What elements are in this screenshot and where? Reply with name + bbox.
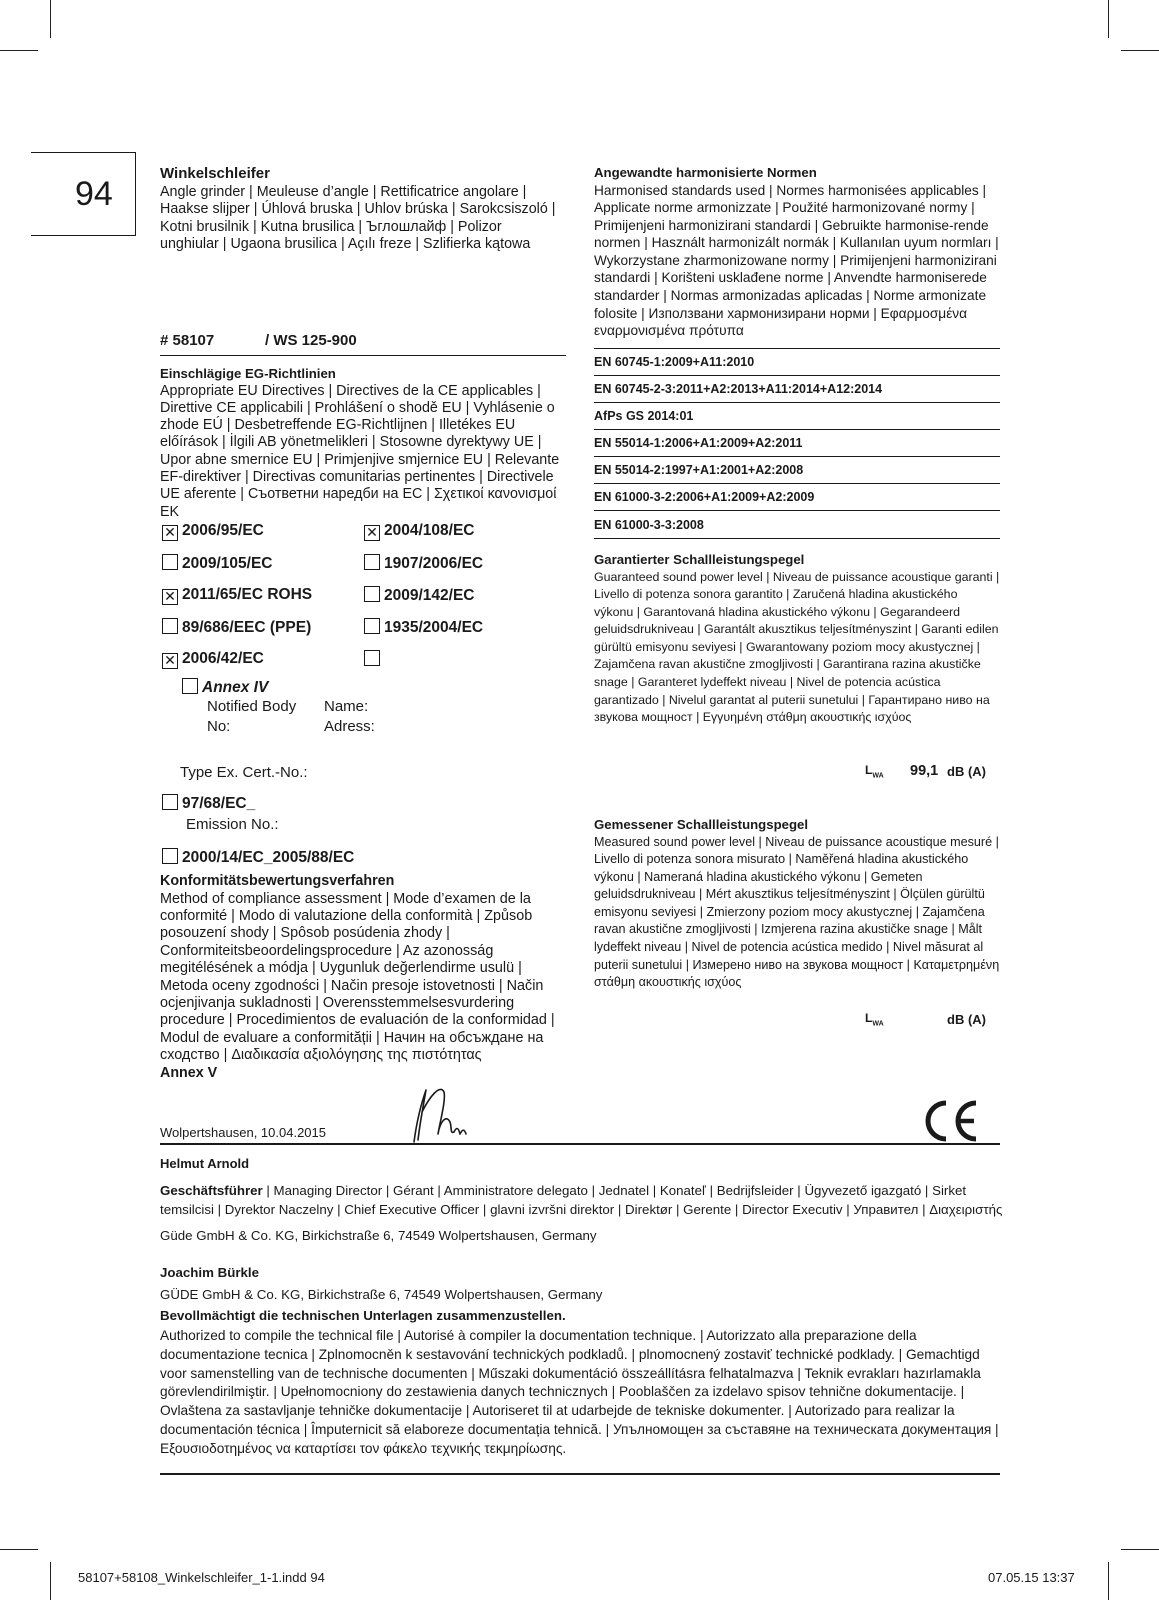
directive-2011-65[interactable]: ✕ 2011/65/EC ROHS — [162, 586, 312, 605]
checkbox-empty[interactable] — [364, 618, 380, 634]
measured-block — [594, 816, 1004, 992]
divider — [594, 456, 1000, 457]
notified-body-address: Adress: — [324, 718, 375, 735]
crop-mark — [50, 1562, 51, 1600]
checkbox-checked[interactable]: ✕ — [162, 589, 178, 605]
checkbox-checked[interactable]: ✕ — [162, 653, 178, 669]
signatory-name: Helmut Arnold — [160, 1156, 250, 1171]
divider — [594, 538, 1000, 539]
footer-file: 58107+58108_Winkelschleifer_1-1.indd 94 — [78, 1570, 325, 1585]
crop-mark — [1121, 50, 1159, 51]
compliance-text: Method of compliance assessment | Mode d’examen de la conformité | Modo di valutazione della conformità | Způsob posouzení shody | Spôsob posúdenia zhody | Conformiteitsbeoordelingsprocedure | Az azonosság megitélésének a módja | Uygunluk değerlendirme usulü | Metoda oceny zgodności | Način presoje istovetnosti | Način ocjenjivanja sukladnosti | Overensstemmelsesvurdering procedure | Procedimientos de evaluación de la conformidad | Modul de evaluare a conformității | Начин на обсъждане на сходство | Διαδικασία αξιολόγησης της πιστότητας — [160, 890, 555, 1064]
compliance-block — [160, 873, 565, 1082]
company-address: Güde GmbH & Co. KG, Birkichstraße 6, 74549 Wolpertshausen, Germany — [160, 1228, 597, 1243]
standard-6: EN 61000-3-2:2006+A1:2009+A2:2009 — [594, 490, 815, 504]
divider — [594, 429, 1000, 430]
type-ex-cert: Type Ex. Cert.-No.: — [180, 764, 308, 781]
standard-2: EN 60745-2-3:2011+A2:2013+A11:2014+A12:2014 — [594, 382, 883, 396]
signatory-role: Geschäftsführer | Managing Director | Gérant | Amministratore delegato | Jednatel | Konateľ | Bedrijfsleider | Ügyvezető igazgató | Sirket temsilcisi | Dyrektor Naczelny | Chief Executive Officer | glavni izvršni direktor | Direktør | Gerente | Director Executiv | Управител | Διαχειριστής — [160, 1183, 1003, 1217]
crop-mark — [1108, 0, 1109, 38]
directive-2000-14[interactable]: 2000/14/EC_2005/88/EC — [162, 848, 354, 867]
divider — [594, 375, 1000, 376]
checkbox-empty[interactable] — [182, 678, 198, 694]
checkbox-empty[interactable] — [162, 618, 178, 634]
directive-2009-105[interactable]: 2009/105/EC — [162, 554, 273, 573]
directive-97-68[interactable]: 97/68/EC_ — [162, 794, 255, 813]
authorized-text: Authorized to compile the technical file | Autorisé à compiler la documentation technique. | Autorizzato alla preparazione della documentazione tecnica | Zplnomocněn k sestavování technických podkladů. | plnomocnený zostaviť technické podklady. | Gemachtigd voor samenstelling van de technische documenten | Műszaki dokumentáció összeállításra felhatalmazva | Teknik evrakları hazırlamakla görevlendirilmiştir. | Upełnomocniony do zestawienia danych technicznych | Pooblaščen za izdelavo spisov tehnične dokumentacije. | Ovlaštena za sastavljanje tehničke dokumentacije | Autoriseret til at udarbejde de tekniske dokumenter. | Autorizado para realizar la documentación técnica | Împuternicit să elaboreze documentația tehnică. | Упълномощен за съставяне на техническата документация | Εξουσιοδοτημένος να καταρτίσει τον φάκελο τεχνικής τεκμηρίωσης. — [160, 1328, 999, 1456]
guaranteed-block — [594, 551, 1000, 727]
divider — [594, 348, 1000, 349]
page-number-tab — [31, 152, 136, 236]
standard-4: EN 55014-1:2006+A1:2009+A2:2011 — [594, 436, 803, 450]
compliance-heading: Konformitätsbewertungsverfahren — [160, 873, 395, 889]
guaranteed-heading: Garantierter Schallleistungspegel — [594, 552, 805, 567]
crop-mark — [1108, 1562, 1109, 1600]
lwa-label: $L_{WA}$ — [865, 763, 884, 780]
checkbox-empty[interactable] — [162, 554, 178, 570]
ce-mark — [918, 1098, 980, 1144]
standard-7: EN 61000-3-3:2008 — [594, 518, 704, 532]
directive-2004-108[interactable]: ✕ 2004/108/EC — [364, 522, 475, 541]
divider — [160, 1143, 1000, 1145]
divider — [594, 483, 1000, 484]
checkbox-empty[interactable] — [162, 848, 178, 864]
checkbox-empty[interactable] — [364, 586, 380, 602]
crop-mark — [0, 50, 38, 51]
product-block — [160, 164, 560, 253]
directive-blank[interactable] — [364, 650, 384, 669]
crop-mark — [0, 1549, 38, 1550]
guaranteed-unit: dB (A) — [947, 764, 986, 779]
product-model: / WS 125-900 — [265, 332, 357, 349]
notified-body-name: Name: — [324, 698, 369, 715]
notified-body-no: No: — [207, 718, 231, 735]
standard-5: EN 55014-2:1997+A1:2001+A2:2008 — [594, 463, 804, 477]
ce-mark-icon — [918, 1098, 980, 1144]
divider — [594, 402, 1000, 403]
directive-2006-95[interactable]: ✕ 2006/95/EC — [162, 522, 264, 541]
compliance-annex: Annex V — [160, 1064, 218, 1081]
divider — [160, 1473, 1000, 1475]
measured-unit: dB (A) — [947, 1012, 986, 1027]
authorized-heading: Bevollmächtigt die technischen Unterlagen zusammenzustellen. — [160, 1308, 566, 1323]
crop-mark — [50, 0, 51, 38]
checkbox-empty[interactable] — [364, 650, 380, 666]
measured-heading: Gemessener Schallleistungspegel — [594, 817, 809, 832]
directive-1935-2004[interactable]: 1935/2004/EC — [364, 618, 483, 637]
directive-2006-42[interactable]: ✕ 2006/42/EC — [162, 650, 264, 669]
product-number: # 58107 — [160, 332, 215, 349]
standards-heading: Angewandte harmonisierte Normen — [594, 165, 817, 180]
divider — [160, 355, 566, 356]
directives-heading: Einschlägige EG-Richtlinien — [160, 366, 336, 381]
lwa-label: $L_{WA}$ — [865, 1011, 884, 1028]
directive-2009-142[interactable]: 2009/142/EC — [364, 586, 475, 605]
standards-block — [594, 164, 1000, 340]
directives-block — [160, 365, 562, 521]
authorized-name: Joachim Bürkle — [160, 1265, 260, 1280]
standard-3: AfPs GS 2014:01 — [594, 409, 694, 423]
footer-datetime: 07.05.15 13:37 — [988, 1570, 1075, 1585]
emission-no: Emission No.: — [186, 816, 279, 833]
directive-89-686[interactable]: 89/686/EEC (PPE) — [162, 618, 311, 637]
product-title: Winkelschleifer — [160, 165, 270, 182]
checkbox-empty[interactable] — [364, 554, 380, 570]
divider — [594, 510, 1000, 511]
directives-text: Appropriate EU Directives | Directives de la CE applicables | Direttive CE applicabili | Prohlášení o shodě EU | Vyhlásenie o zhode EÚ | Desbetreffende EG-Richtlijnen | Illetékes EU előírások | İlgili AB yönetmelikleri | Stosowne dyrektywy UE | Upor abne smernice EU | Primjenjive smjernice EU | Relevante EF-direktiver | Directivas comunitarias pertinentes | Directivele UE aferente | Съответни наредби на ЕС | Σχετικοί κανονισμοί ΕΚ — [160, 382, 560, 520]
guaranteed-value: 99,1 — [910, 763, 939, 779]
standards-text: Harmonised standards used | Normes harmonisées applicables | Applicate norme armonizzate | Použité harmonizované normy | Primijenjeni harmonizirani standardi | Gebruikte harmonise-rende normen | Használt harmonizált normák | Kullanılan uyum normları | Wykorzystane zharmonizowane normy | Primijenjeni harmonizirani standardi | Korišteni usklađene norme | Anvendte harmoniserede standarder | Normas armonizadas aplicadas | Norme armonizate folosite | Използвани хармонизирани норми | Εφαρμοσμένα εναρμονισμένα πρότυπα — [594, 182, 999, 339]
product-translations: Angle grinder | Meuleuse d’angle | Rettificatrice angolare | Haakse slijper | Úhlová bruska | Uhlov brúska | Sarokcsiszoló | Kotni brusilnik | Kutna brusilica | Ъглошлайф | Polizor unghiular | Ugaona brusilica | Açılı freze | Szlifierka kątowa — [160, 184, 556, 252]
annex-iv[interactable]: Annex IV — [182, 678, 268, 697]
checkbox-checked[interactable]: ✕ — [364, 525, 380, 541]
place-date: Wolpertshausen, 10.04.2015 — [160, 1125, 326, 1140]
measured-text: Measured sound power level | Niveau de puissance acoustique mesuré | Livello di potenza sonora misurato | Naměřená hladina akustického výkonu | Nameraná hladina akustického výkonu | Gemeten geluidsdrukniveau | Mért akusztikus teljesítményszint | Ölçülen gürültü emisyonu seviyesi | Zmierzony poziom mocy akustycznej | Zajamčena ravan akustične zmogljivosti | Izmjerena razina akustičke snage | Målt lydeffekt niveau | Nivel de potencia acústica medido | Nivel măsurat al puterii sunetului | Измерено ниво на звукова мощност | Καταμετρημένη στάθμη ακουστικής ισχύος — [594, 834, 1000, 990]
page-number: 94 — [75, 175, 113, 213]
checkbox-empty[interactable] — [162, 794, 178, 810]
guaranteed-text: Guaranteed sound power level | Niveau de puissance acoustique garanti | Livello di potenza sonora garantito | Zaručená hladina akustického výkonu | Garantovaná hladina akustického výkonu | Gegarandeerd geluidsdrukniveau | Garantált akusztikus teljesítményszint | Garanti edilen gürültü emisyonu seviyesi | Gwarantowany poziom mocy akustycznej | Zajamčena ravan akustične zmogljivosti | Garantirana razina akustičke snage | Garanteret lydeffekt niveau | Nivel de potencia acústica garantizado | Nivelul garantat al puterii sunetului | Гарантирано ниво на звукова мощност | Εγγυημένη στάθμη ακουστικής ισχύος — [594, 569, 1000, 725]
crop-mark — [1121, 1549, 1159, 1550]
notified-body-label: Notified Body — [207, 698, 297, 715]
standard-1: EN 60745-1:2009+A11:2010 — [594, 355, 755, 369]
directive-1907-2006[interactable]: 1907/2006/EC — [364, 554, 483, 573]
authorized-company: GÜDE GmbH & Co. KG, Birkichstraße 6, 74549 Wolpertshausen, Germany — [160, 1287, 603, 1302]
signature-image — [400, 1082, 500, 1147]
checkbox-checked[interactable]: ✕ — [162, 525, 178, 541]
